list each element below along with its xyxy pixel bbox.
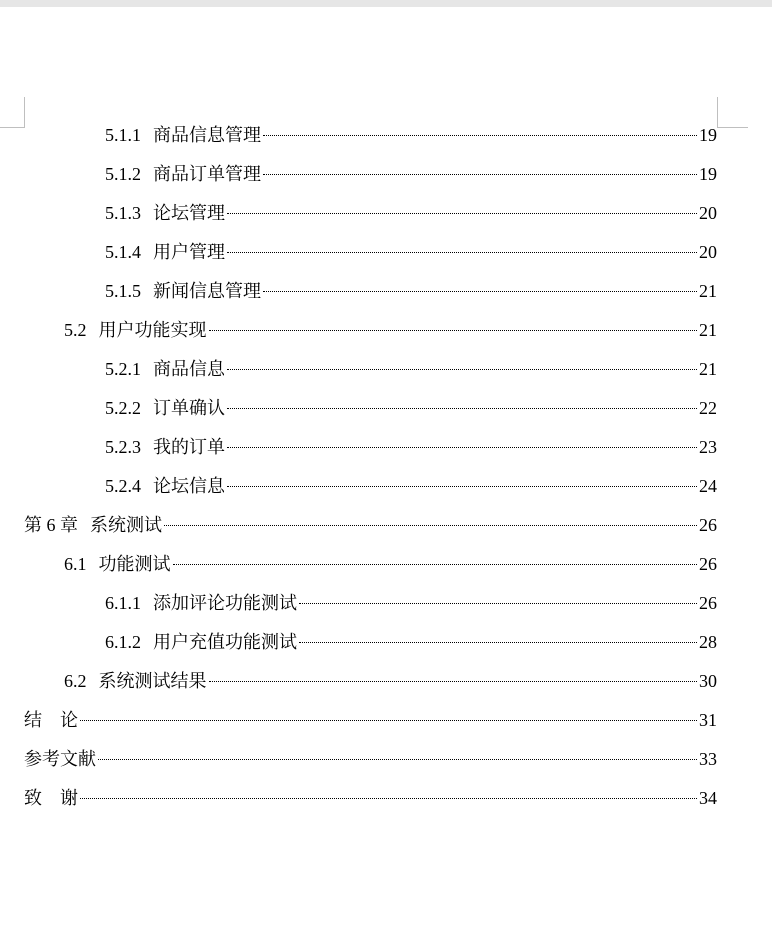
toc-entry-page-number: 22	[699, 398, 717, 418]
toc-entry-number: 5.2.4	[105, 476, 141, 496]
toc-dot-leader	[263, 291, 697, 292]
toc-entry-page-number: 23	[699, 437, 717, 457]
toc-entry-title: 商品订单管理	[153, 164, 261, 184]
toc-entry[interactable]	[105, 354, 717, 384]
toc-entry-page-number: 21	[699, 320, 717, 340]
toc-entry-number: 6.1.2	[105, 632, 141, 652]
toc-entry-title: 新闻信息管理	[153, 281, 261, 301]
window-top-bar	[0, 0, 772, 7]
toc-entry[interactable]	[105, 588, 717, 618]
toc-entry-title: 参考文献	[24, 749, 96, 769]
toc-entry-title: 商品信息管理	[153, 125, 261, 145]
toc-dot-leader	[80, 720, 697, 721]
toc-entry-page-number: 33	[699, 749, 717, 769]
toc-entry-number: 5.1.1	[105, 125, 141, 145]
toc-dot-leader	[164, 525, 697, 526]
toc-entry-page-number: 31	[699, 710, 717, 730]
toc-entry[interactable]	[105, 159, 717, 189]
margin-corner-mark-right	[717, 97, 748, 128]
toc-entry-page-number: 19	[699, 125, 717, 145]
toc-entry-number: 6.1	[64, 554, 87, 574]
toc-entry[interactable]	[64, 666, 717, 696]
toc-dot-leader	[227, 213, 697, 214]
toc-dot-leader	[227, 252, 697, 253]
toc-entry[interactable]	[64, 315, 717, 345]
toc-entry-number: 第 6 章	[24, 515, 78, 535]
toc-entry-page-number: 26	[699, 515, 717, 535]
toc-dot-leader	[98, 759, 697, 760]
toc-entry-page-number: 30	[699, 671, 717, 691]
toc-entry-page-number: 20	[699, 203, 717, 223]
toc-dot-leader	[173, 564, 698, 565]
toc-entry-number: 5.1.5	[105, 281, 141, 301]
toc-entry-title: 添加评论功能测试	[153, 593, 297, 613]
toc-entry-number: 5.1.4	[105, 242, 141, 262]
toc-entry[interactable]	[105, 237, 717, 267]
toc-entry[interactable]	[105, 432, 717, 462]
toc-entry-title: 商品信息	[153, 359, 225, 379]
toc-entry-number: 5.2.1	[105, 359, 141, 379]
toc-entry-number: 5.1.2	[105, 164, 141, 184]
toc-dot-leader	[209, 330, 698, 331]
toc-entry-page-number: 26	[699, 593, 717, 613]
toc-entry-number: 5.1.3	[105, 203, 141, 223]
toc-entry-page-number: 26	[699, 554, 717, 574]
toc-entry-number: 6.1.1	[105, 593, 141, 613]
toc-entry-title: 订单确认	[153, 398, 225, 418]
toc-entry-number: 5.2.3	[105, 437, 141, 457]
toc-entry-title: 系统测试	[90, 515, 162, 535]
toc-entry[interactable]	[64, 549, 717, 579]
toc-entry-page-number: 21	[699, 359, 717, 379]
toc-entry-page-number: 20	[699, 242, 717, 262]
toc-entry[interactable]	[105, 120, 717, 150]
toc-entry-title: 论坛管理	[153, 203, 225, 223]
margin-corner-mark-left	[0, 97, 25, 128]
toc-entry[interactable]	[24, 783, 717, 813]
toc-entry[interactable]	[105, 276, 717, 306]
toc-entry-title: 用户充值功能测试	[153, 632, 297, 652]
toc-entry-page-number: 28	[699, 632, 717, 652]
toc-entry-title: 我的订单	[153, 437, 225, 457]
toc-entry-number: 6.2	[64, 671, 87, 691]
toc-entry-page-number: 21	[699, 281, 717, 301]
toc-entry-title: 致 谢	[24, 788, 78, 808]
toc-entry-title: 用户管理	[153, 242, 225, 262]
toc-entry-page-number: 34	[699, 788, 717, 808]
toc-dot-leader	[227, 408, 697, 409]
toc-dot-leader	[299, 603, 697, 604]
toc-entry-number: 5.2	[64, 320, 87, 340]
toc-dot-leader	[209, 681, 698, 682]
toc-entry-page-number: 19	[699, 164, 717, 184]
toc-entry-title: 系统测试结果	[98, 671, 207, 691]
toc-entry[interactable]	[105, 393, 717, 423]
toc-dot-leader	[263, 174, 697, 175]
toc-dot-leader	[80, 798, 697, 799]
toc-entry-title: 用户功能实现	[98, 320, 207, 340]
toc-entry[interactable]	[24, 510, 717, 540]
toc-entry-page-number: 24	[699, 476, 717, 496]
toc-entry[interactable]	[105, 471, 717, 501]
toc-dot-leader	[227, 447, 697, 448]
toc-entry-number: 5.2.2	[105, 398, 141, 418]
toc-dot-leader	[263, 135, 697, 136]
toc-entry-title: 结 论	[24, 710, 78, 730]
toc-dot-leader	[227, 486, 697, 487]
toc-entry-title: 功能测试	[98, 554, 171, 574]
toc-entry[interactable]	[24, 705, 717, 735]
toc-dot-leader	[227, 369, 697, 370]
toc-entry-title: 论坛信息	[153, 476, 225, 496]
toc-entry[interactable]	[105, 627, 717, 657]
toc-entry[interactable]	[24, 744, 717, 774]
toc-dot-leader	[299, 642, 697, 643]
toc-entry[interactable]	[105, 198, 717, 228]
